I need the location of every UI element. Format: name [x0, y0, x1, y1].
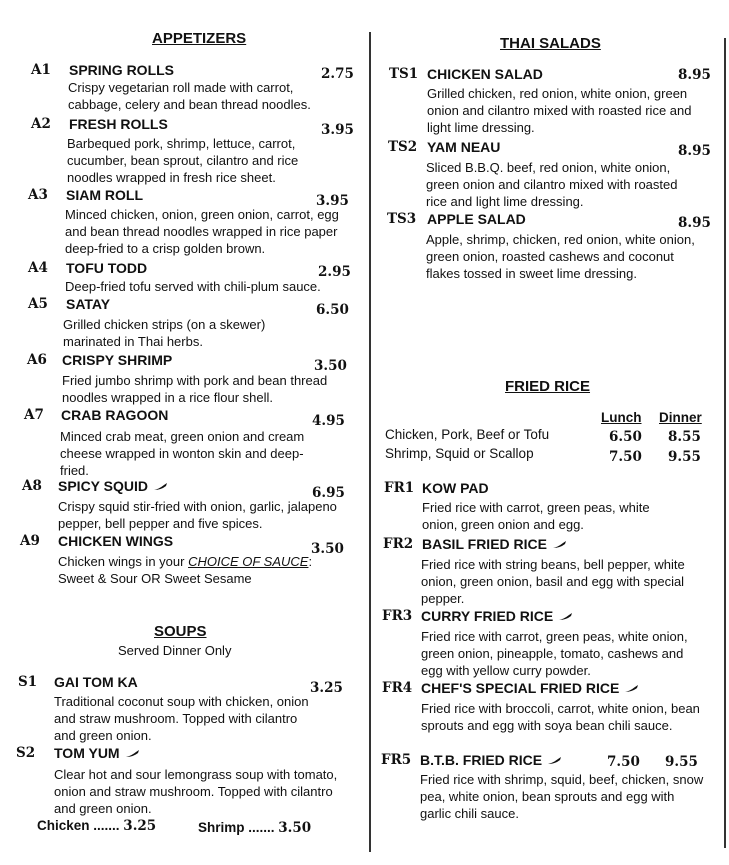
item-code: FR4 — [382, 680, 413, 696]
item-price: 6.50 — [316, 302, 349, 318]
item-name: CRISPY SHRIMP — [62, 352, 173, 368]
item-code: FR3 — [382, 608, 413, 624]
item-code: A5 — [28, 296, 48, 312]
item-price: 8.95 — [678, 143, 711, 159]
item-price: 8.95 — [678, 67, 711, 83]
item-name-text: CHEF'S SPECIAL FRIED RICE — [421, 680, 620, 696]
item-name-text: TOM YUM — [54, 745, 120, 761]
item-name: KOW PAD — [422, 480, 489, 496]
item-code: TS1 — [389, 66, 419, 82]
item-price: 2.95 — [318, 264, 351, 280]
right-border — [724, 38, 726, 848]
item-description: Traditional coconut soup with chicken, onion and straw mushroom. Topped with cilantro and green onion. — [54, 694, 309, 743]
column-divider — [369, 32, 371, 852]
spicy-pepper-icon — [126, 750, 140, 758]
item-code: FR5 — [381, 752, 412, 768]
item-name: FRESH ROLLS — [69, 116, 168, 132]
item-name: TOFU TODD — [66, 260, 148, 276]
price-row-seafood: Shrimp, Squid or Scallop — [385, 446, 534, 461]
spicy-pepper-icon — [548, 757, 562, 765]
item-price: 3.95 — [321, 122, 354, 138]
spicy-pepper-icon — [625, 685, 639, 693]
soup-shrimp-price-row — [198, 820, 311, 836]
item-description: Barbequed pork, shrimp, lettuce, carrot, cucumber, bean sprout, cilantro and rice noodles wrapped in fresh rice sheet. — [67, 136, 299, 185]
item-code: FR2 — [383, 536, 414, 552]
item-name: CHICKEN WINGS — [58, 533, 174, 549]
price-lunch-seafood: 7.50 — [609, 449, 642, 465]
item-price: 8.95 — [678, 215, 711, 231]
item-name — [420, 752, 562, 768]
soups-title: SOUPS — [154, 623, 207, 640]
item-description: Fried rice with shrimp, squid, beef, chicken, snow pea, white onion, bean sprouts and egg with garlic chili sauce. — [420, 772, 704, 821]
item-code: S2 — [16, 745, 36, 761]
item-name: APPLE SALAD — [427, 211, 526, 227]
item-code: FR1 — [384, 480, 415, 496]
item-code: A2 — [31, 116, 51, 132]
item-name: CRAB RAGOON — [61, 407, 169, 423]
item-code: A4 — [28, 260, 48, 276]
item-description: Sliced B.B.Q. beef, red onion, white onion, green onion and cilantro mixed with roasted rice and light lime dressing. — [426, 160, 678, 209]
item-name-text: BASIL FRIED RICE — [422, 536, 547, 552]
price-row-meat: Chicken, Pork, Beef or Tofu — [385, 427, 550, 442]
item-name-text: SPICY SQUID — [58, 478, 148, 494]
item-description: Clear hot and sour lemongrass soup with tomato, onion and straw mushroom. Topped with cilantro and green onion. — [54, 767, 338, 816]
item-price-lunch: 7.50 — [607, 754, 640, 770]
item-description: Grilled chicken, red onion, white onion, green onion and cilantro mixed with roasted rice and light lime dressing. — [427, 86, 692, 135]
spicy-pepper-icon — [154, 483, 168, 491]
item-code: TS3 — [387, 211, 417, 227]
soup-shrimp-price: 3.50 — [278, 820, 312, 836]
desc-text: Chicken wings in your — [58, 554, 189, 569]
item-code: A8 — [22, 478, 42, 494]
item-price-dinner: 9.55 — [665, 754, 698, 770]
item-name-text: B.T.B. FRIED RICE — [420, 752, 543, 768]
item-code: S1 — [18, 674, 38, 690]
item-description — [58, 553, 348, 587]
item-price: 2.75 — [321, 66, 354, 82]
item-name: SIAM ROLL — [66, 187, 143, 203]
price-lunch-meat: 6.50 — [609, 429, 642, 445]
item-description: Fried rice with broccoli, carrot, white onion, bean sprouts and egg with soya bean chili sauce. — [421, 701, 700, 733]
item-code: A3 — [28, 187, 48, 203]
item-description: Apple, shrimp, chicken, red onion, white onion, green onion, roasted cashews and coconut flakes tossed in sweet lime dressing. — [426, 232, 695, 281]
item-description: Fried rice with carrot, green peas, white onion, green onion, pineapple, tomato, cashews and egg with yellow curry powder. — [421, 629, 688, 678]
spicy-pepper-icon — [553, 541, 567, 549]
item-description: Deep-fried tofu served with chili-plum sauce. — [65, 279, 321, 294]
item-price: 6.95 — [312, 485, 345, 501]
spicy-pepper-icon — [559, 613, 573, 621]
item-description: Crispy squid stir-fried with onion, garlic, jalapeno pepper, bell pepper and five spices. — [58, 499, 337, 531]
item-price: 3.95 — [316, 193, 349, 209]
item-name-text: CURRY FRIED RICE — [421, 608, 554, 624]
soup-chicken-price-row — [37, 818, 156, 834]
desc-text: : Sweet & Sour OR Sweet Sesame — [58, 554, 313, 586]
item-name — [421, 608, 573, 624]
item-description: Grilled chicken strips (on a skewer) marinated in Thai herbs. — [63, 317, 266, 349]
item-description: Fried rice with carrot, green peas, white onion, green onion and egg. — [422, 500, 650, 532]
item-price: 3.25 — [310, 680, 343, 696]
item-code: A7 — [24, 407, 44, 423]
fried-rice-title: FRIED RICE — [505, 378, 591, 395]
item-description: Fried rice with string beans, bell pepper, white onion, green onion, basil and egg with special pepper. — [421, 557, 685, 606]
item-name — [54, 745, 140, 761]
item-name: YAM NEAU — [427, 139, 501, 155]
item-price: 3.50 — [314, 358, 347, 374]
item-name — [421, 680, 639, 696]
soups-subtitle: Served Dinner Only — [118, 643, 232, 658]
lunch-header: Lunch — [601, 410, 642, 425]
item-description: Crispy vegetarian roll made with carrot, cabbage, celery and bean thread noodles. — [68, 80, 311, 112]
soup-chicken-price: 3.25 — [123, 818, 157, 834]
item-price: 3.50 — [311, 541, 344, 557]
item-name — [422, 536, 567, 552]
dinner-header: Dinner — [659, 410, 702, 425]
price-dinner-seafood: 9.55 — [668, 449, 701, 465]
appetizers-title: APPETIZERS — [152, 30, 247, 47]
item-code: TS2 — [388, 139, 418, 155]
item-description: Minced chicken, onion, green onion, carrot, egg and bean thread noodles wrapped in rice paper deep-fried to a crisp golden brown. — [65, 207, 339, 256]
item-code: A6 — [27, 352, 47, 368]
item-name: CHICKEN SALAD — [427, 66, 543, 82]
soup-shrimp-label: Shrimp ....... — [198, 820, 275, 835]
item-description: Fried jumbo shrimp with pork and bean thread noodles wrapped in a rice flour shell. — [62, 373, 328, 405]
item-price: 4.95 — [312, 413, 345, 429]
item-name: SATAY — [66, 296, 111, 312]
item-name: SPRING ROLLS — [69, 62, 175, 78]
item-name: GAI TOM KA — [54, 674, 138, 690]
item-code: A1 — [31, 62, 51, 78]
item-name — [58, 478, 168, 494]
soup-chicken-label: Chicken ....... — [37, 818, 120, 833]
item-description: Minced crab meat, green onion and cream cheese wrapped in wonton skin and deep-fried. — [60, 429, 305, 478]
item-code: A9 — [20, 533, 40, 549]
price-dinner-meat: 8.55 — [668, 429, 701, 445]
thai-salads-title: THAI SALADS — [500, 35, 601, 52]
choice-of-sauce: CHOICE OF SAUCE — [188, 554, 309, 569]
